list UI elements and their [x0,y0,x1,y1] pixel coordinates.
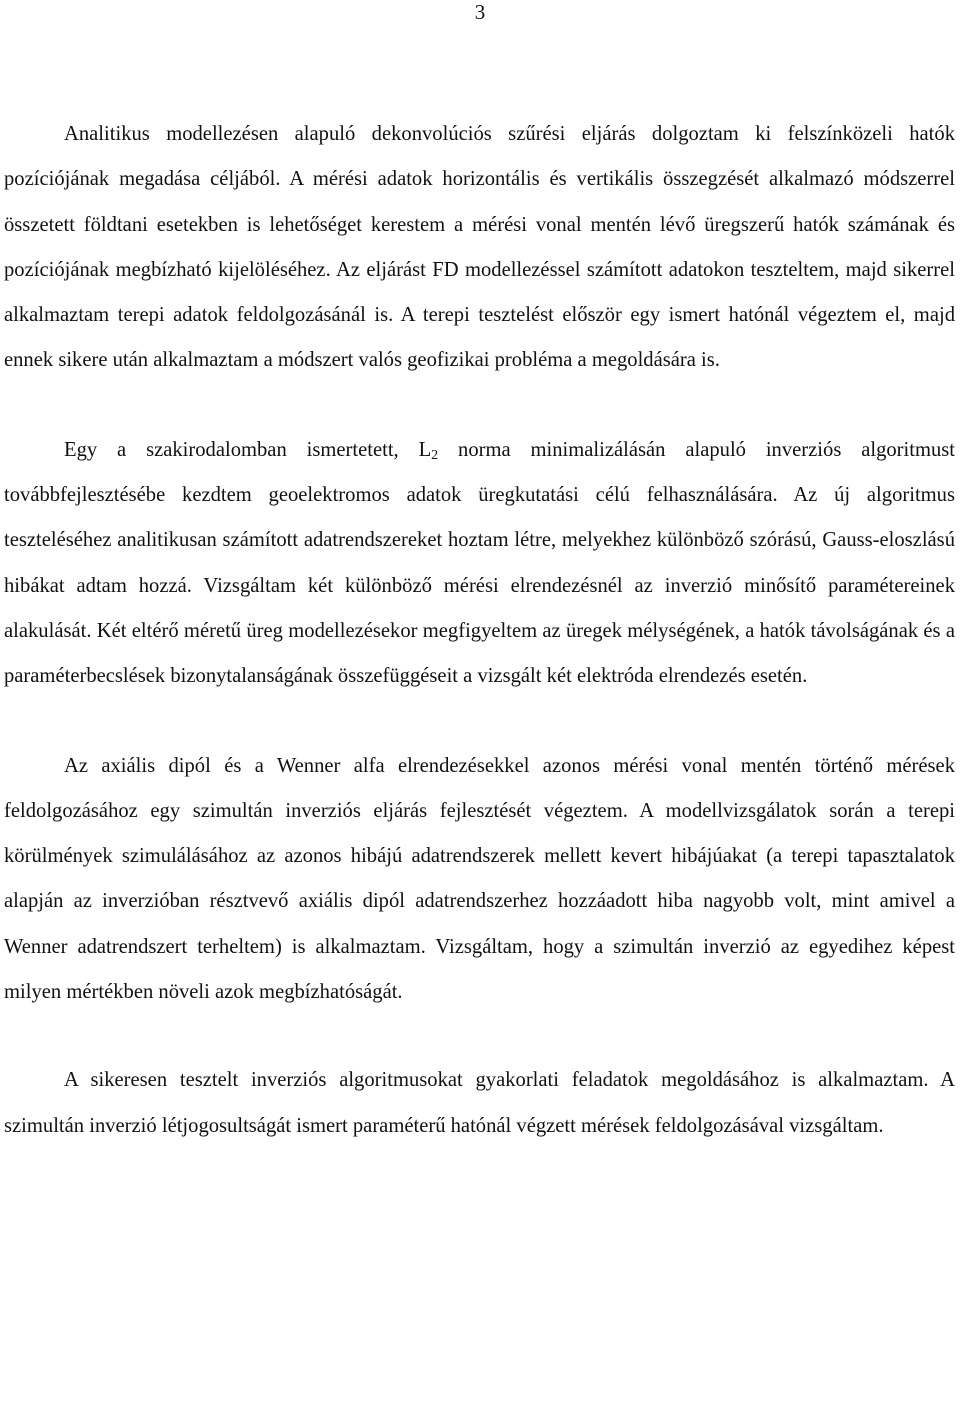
paragraph-1: Analitikus modellezésen alapuló dekonvolúciós szűrési eljárás dolgoztam ki felszínközeli hatók pozíciójának megadása céljából. A mérési adatok horizontális és vertikális összegzését alkalmazó módszerrel összetett földtani esetekben is lehetőséget kerestem a mérési vonal mentén lévő üregszerű hatók számának és pozíciójának megbízható kijelöléséhez. Az eljárást FD modellezéssel számított adatokon teszteltem, majd sikerrel alkalmaztam terepi adatok feldolgozásánál is. A terepi tesztelést először egy ismert hatónál végeztem el, majd ennek sikere után alkalmaztam a módszert valós geofizikai probléma a megoldására is. [4,123,955,372]
subscript-2: 2 [431,447,439,463]
page-number: 3 [474,0,486,24]
document-body [4,112,955,1193]
paragraph-3: Az axiális dipól és a Wenner alfa elrendezésekkel azonos mérési vonal mentén történő mérések feldolgozásához egy szimultán inverziós eljárás fejlesztését végeztem. A modellvizsgálatok során a terepi körülmények szimulálásához az azonos hibájú adatrendszerek mellett kevert hibájúakat (a terepi tapasztalatok alapján az inverzióban résztvevő axiális dipól adatrendszerhez hozzáadott hiba nagyobb volt, mint amivel a Wenner adatrendszert terheltem) is alkalmaztam. Vizsgáltam, hogy a szimultán inverzió az egyedihez képest milyen mértékben növeli azok megbízhatóságát. [4,754,955,1004]
paragraph-2-text-end: norma minimalizálásán alapuló inverziós algoritmust továbbfejlesztésébe kezdtem geoelektromos adatok üregkutatási célú felhasználására. Az új algoritmus teszteléséhez analitikusan számított adatrendszereket hoztam létre, melyekhez különböző szórású, Gauss-eloszlású hibákat adtam hozzá. Vizsgáltam két különböző mérési elrendezésnél az inverzió minősítő paramétereinek alakulását. Két eltérő méretű üreg modellezésekor megfigyeltem az üregek mélységének, a hatók távolságának és a paraméterbecslések bizonytalanságának összefüggéseit a vizsgált két elektróda elrendezés esetén. [4,438,956,688]
paragraph-2-text-start: Egy a szakirodalomban ismertetett, L [64,438,432,461]
paragraph-2 [4,428,955,700]
paragraph-4: A sikeresen tesztelt inverziós algoritmusokat gyakorlati feladatok megoldásához is alkalmaztam. A szimultán inverzió létjogosultságát ismert paraméterű hatónál végzett mérések feldolgozásával vizsgáltam. [4,1069,955,1137]
